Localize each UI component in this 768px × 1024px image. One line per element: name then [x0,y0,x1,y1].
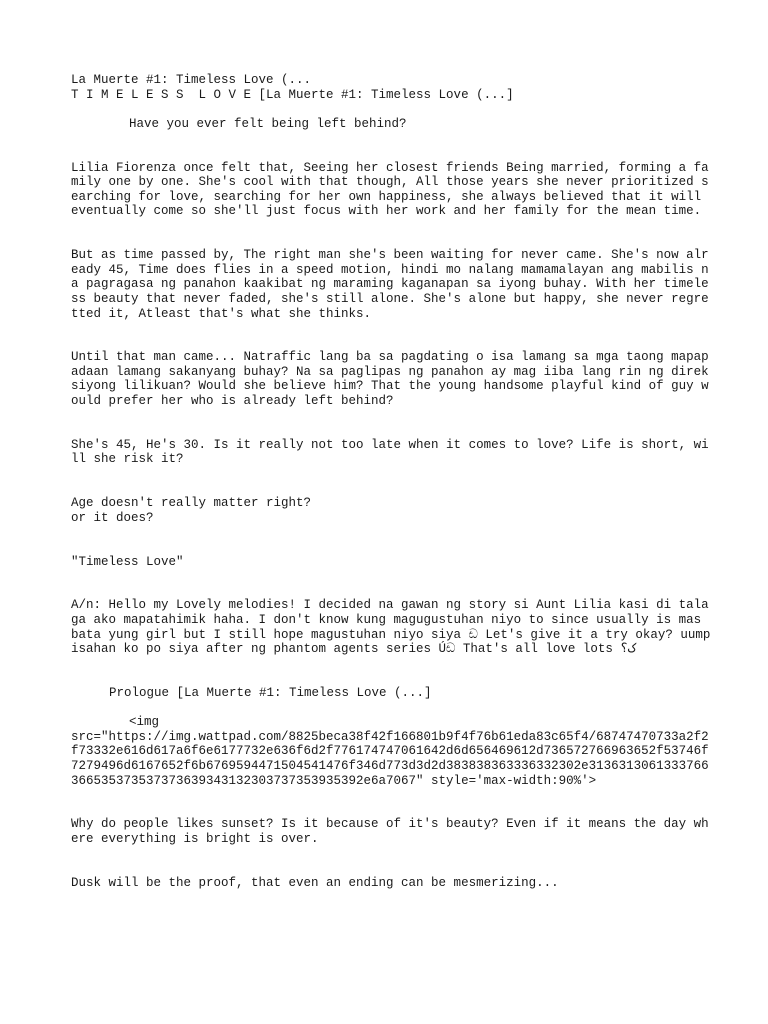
prologue-heading: Prologue [La Muerte #1: Timeless Love (...] [109,685,432,700]
document-page [71,73,711,890]
paragraph-3: Until that man came... Natraffic lang ba sa pagdating o isa lamang sa mga taong mapapadaan lamang sakanyang buhay? Na sa paglipas ng panahon ay mag iiba lang rin ng direksiyong lilikuan? Would she believe him? That the young handsome playful kind of guy would prefer her who is already left behind? [71,350,709,409]
question-line: Have you ever felt being left behind? [129,116,407,131]
paragraph-2: But as time passed by, The right man she's been waiting for never came. She's now already 45, Time does flies in a speed motion, hindi mo nalang mamamalayan ang mabilis na pagragasa ng panahon kaakibat ng maraming kaganapan sa iyong buhay. With her timeless beauty that never faded, she's still alone. She's alone but happy, she never regretted it, Atleast that's what she thinks. [71,248,709,321]
img-tag-open: <img [129,715,160,730]
paragraph-5-line-1: Age doesn't really matter right? [71,496,312,511]
img-tag-src: src="https://img.wattpad.com/8825beca38f42f166801b9f4f76b61eda83c65f4/68747470733a2f2f73332e616d617a6f6e6177732e636f6d2f776174747061642d6d656469612d736572766963652f53746f7279496d6167652f6b6769594471504541476f346d773d3d2d383838363336332302e3136313061333766366535373537373639343132303737353935392e6a7067" style='max-width:90%'> [71,729,709,788]
paragraph-5-line-2: or it does? [71,510,154,525]
sunset-paragraph: Why do people likes sunset? Is it because of it's beauty? Even if it means the day where everything is bright is over. [71,817,709,846]
paragraph-1: Lilia Fiorenza once felt that, Seeing her closest friends Being married, forming a family one by one. She's cool with that though, All those years she never prioritized searching for love, searching for her own happiness, she always believed that it will eventually come so she'll just focus with her work and her family for the mean time. [71,160,709,219]
header-line-2: T I M E L E S S L O V E [La Muerte #1: Timeless Love (...] [71,87,514,102]
header-line-1: La Muerte #1: Timeless Love (... [71,73,312,87]
closing-line: Dusk will be the proof, that even an ending can be mesmerizing... [71,875,559,890]
quote-title: "Timeless Love" [71,554,184,569]
paragraph-4: She's 45, He's 30. Is it really not too late when it comes to love? Life is short, will she risk it? [71,437,709,467]
author-note: A/n: Hello my Lovely melodies! I decided na gawan ng story si Aunt Lilia kasi di talaga ako mapatahimik haha. I don't know kung magugustuhan niyo to since usually is mas bata yung girl but I still hope magustuhan niyo siya ඩ Let's give it a try okay? uumpisahan ko po siya after ng phantom agents series Úඩ That's all love lots ک؟ [71,598,711,657]
